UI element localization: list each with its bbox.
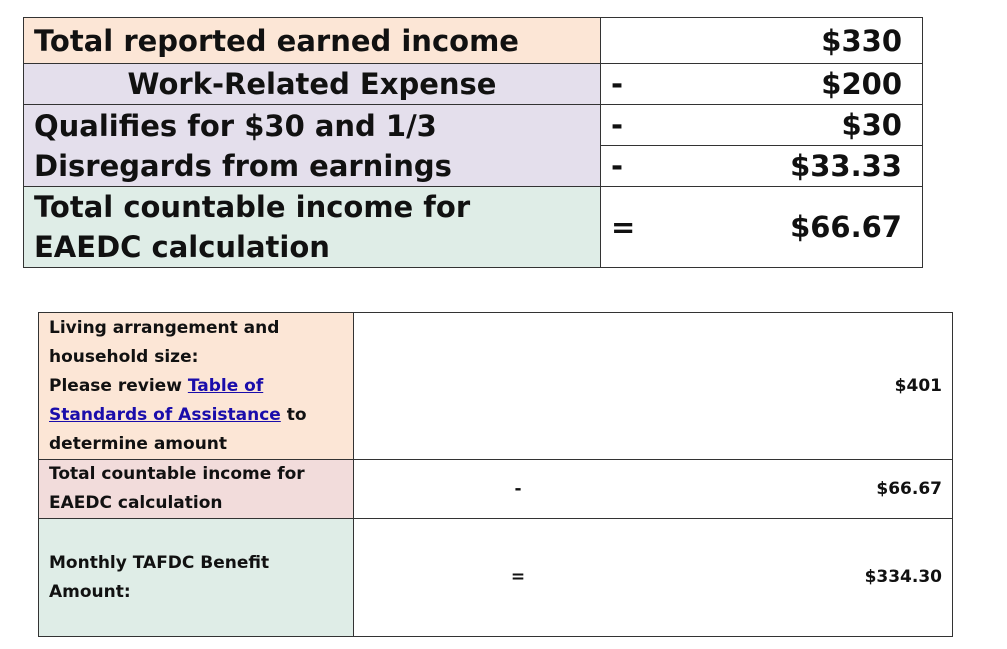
standard-label-line5: determine amount [49,433,228,454]
monthly-benefit-line2: Amount: [49,581,131,602]
countable-income-value: $66.67 [635,187,922,268]
countable-income-label-line1: Total countable income for [34,190,471,224]
standard-value: $401 [682,313,953,460]
standards-table-link[interactable]: Table of [187,375,264,396]
earned-income-label: Total reported earned income [24,18,601,64]
countable-income-2-line1: Total countable income for [49,464,305,484]
disregard-third-operator: - [601,146,636,187]
monthly-benefit-line1: Monthly TAFDC Benefit [49,552,270,573]
standards-table-link-cont[interactable]: Standards of Assistance [49,404,281,425]
countable-income-2-operator: - [354,460,683,519]
work-expense-value: $200 [635,64,922,105]
countable-income-label [24,187,601,268]
earned-income-value: $330 [601,18,923,64]
benefit-calculation-table [38,312,953,637]
table-row [24,187,923,268]
work-expense-operator: - [601,64,636,105]
standard-label-prefix: Please review [49,375,188,396]
earned-income-table [23,17,923,268]
countable-income-label-2 [39,460,354,519]
standard-label-line1: Living arrangement and [49,317,280,338]
monthly-benefit-value: $334.30 [682,519,953,637]
table-row [39,519,953,637]
table-row [24,64,923,105]
standard-operator [354,313,683,460]
standard-label-line4 [49,401,345,430]
standard-label-line2: household size: [49,346,199,367]
countable-income-operator: = [601,187,636,268]
disregards-label [24,105,601,187]
disregard-30-value: $30 [635,105,922,146]
table-row [24,18,923,64]
standard-label-line3 [49,372,345,401]
disregard-third-value: $33.33 [635,146,922,187]
disregards-label-line1: Qualifies for $30 and 1/3 [34,108,437,143]
table-row [39,313,953,460]
countable-income-label-line2: EAEDC calculation [34,230,330,264]
standard-amount-label [39,313,354,460]
countable-income-2-value: $66.67 [682,460,953,519]
work-expense-label: Work-Related Expense [24,64,601,105]
disregards-label-line2: Disregards from earnings [34,148,452,183]
disregard-30-operator: - [601,105,636,146]
monthly-benefit-operator: = [354,519,683,637]
monthly-benefit-label [39,519,354,637]
countable-income-2-line2: EAEDC calculation [49,493,223,513]
standard-label-suffix: to [280,404,307,425]
table-row [24,105,923,146]
table-row [39,460,953,519]
